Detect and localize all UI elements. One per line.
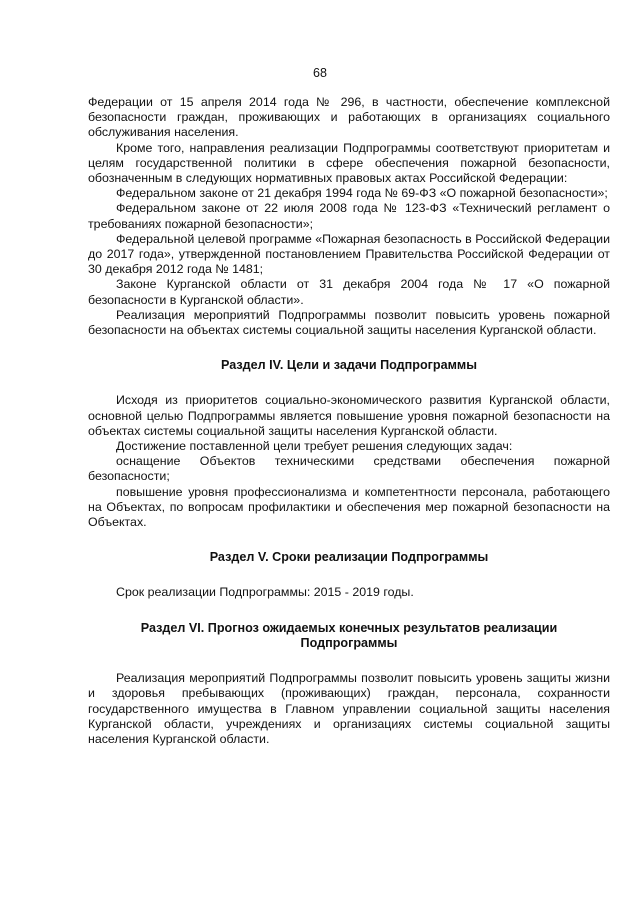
document-body [88,95,610,747]
paragraph-task-personnel: повышение уровня профессионализма и компетентности персонала, работающего на Объектах, по вопросам профилактики и обеспечения мер пожарной безопасности на Объектах. [88,484,610,530]
paragraph-kurgan-law: Законе Курганской области от 31 декабря 2004 года № 17 «О пожарной безопасности в Курганской области». [88,277,610,307]
paragraph-expected-results: Реализация мероприятий Подпрограммы позволит повысить уровень защиты жизни и здоровья пребывающих (проживающих) граждан, персонала, сохранности государственного имущества в Главном управлении социальной защиты населения Курганской области, учреждениях и организациях системы социальной защиты населения Курганской области. [88,671,610,746]
paragraph-law-69fz: Федеральном законе от 21 декабря 1994 года № 69-ФЗ «О пожарной безопасности»; [116,186,608,201]
section-heading-5: Раздел V. Сроки реализации Подпрограммы [209,550,489,565]
paragraph-implementation-effect: Реализация мероприятий Подпрограммы позволит повысить уровень пожарной безопасности на объектах системы социальной защиты населения Курганской области. [88,307,610,338]
paragraph-timeline: Срок реализации Подпрограммы: 2015 - 2019 годы. [116,585,414,600]
section-heading-6-line2: Подпрограммы [300,635,398,650]
paragraph-main-goal: Исходя из приоритетов социально-экономического развития Курганской области, основной целью Подпрограммы является повышение уровня пожарной безопасности на объектах системы социальной защиты населения Курганской области. [88,393,610,438]
paragraph-tasks-intro: Достижение поставленной цели требует решения следующих задач: [116,439,513,454]
paragraph-federation-decree: Федерации от 15 апреля 2014 года № 296, в частности, обеспечение комплексной безопасности граждан, проживающих и работающих в организациях социального обслуживания населения. [88,95,610,140]
section-heading-4: Раздел IV. Цели и задачи Подпрограммы [221,358,477,373]
paragraph-law-123fz: Федеральном законе от 22 июля 2008 года № 123-ФЗ «Технический регламент о требованиях пожарной безопасности»; [88,201,610,231]
paragraph-target-program: Федеральной целевой программе «Пожарная безопасность в Российской Федерации до 2017 года», утвержденной постановлением Правительства Российской Федерации от 30 декабря 2012 года № 1481; [88,231,610,277]
page-number: 68 [313,66,327,80]
paragraph-priorities-intro: Кроме того, направления реализации Подпрограммы соответствуют приоритетам и целям государственной политики в сфере обеспечения пожарной безопасности, обозначенным в следующих нормативных правовых актах Российской Федерации: [88,140,610,186]
section-heading-6-line1: Раздел VI. Прогноз ожидаемых конечных результатов реализации [140,620,558,635]
paragraph-task-equipment: оснащение Объектов техническими средствами обеспечения пожарной безопасности; [88,454,610,484]
